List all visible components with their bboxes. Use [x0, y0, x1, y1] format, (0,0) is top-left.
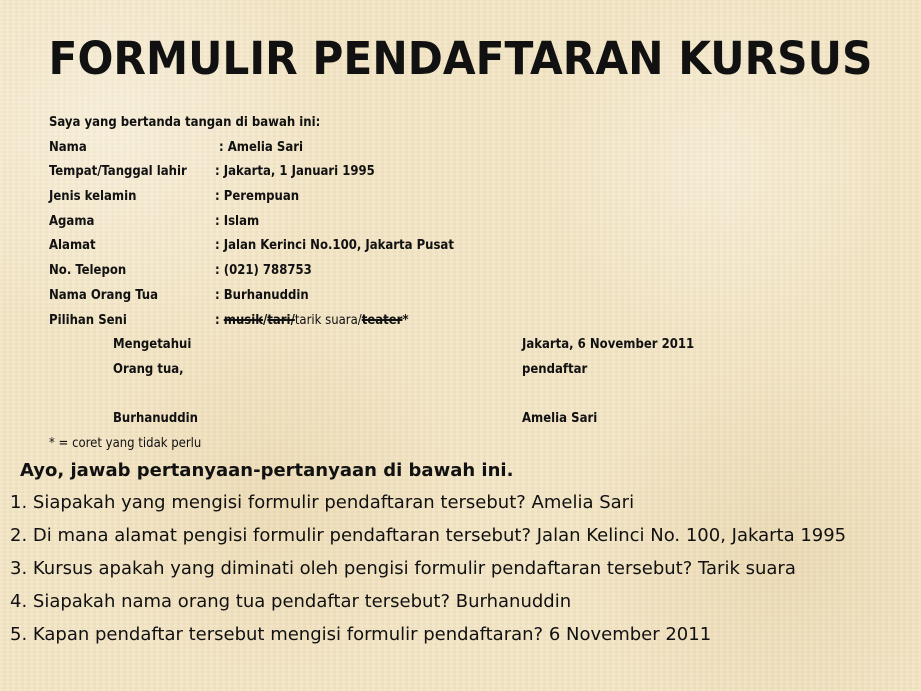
- field-label-name: Nama: [49, 139, 87, 155]
- signature-row-1: [49, 333, 809, 358]
- question-item-1: 1. Siapakah yang mengisi formulir pendaftaran tersebut? Amelia Sari: [10, 492, 635, 513]
- question-item-3: 3. Kursus apakah yang diminati oleh pengisi formulir pendaftaran tersebut? Tarik suara: [10, 558, 796, 579]
- field-value-parent: : Burhanuddin: [215, 287, 309, 303]
- sign-left-line1: Mengetahui: [113, 337, 192, 353]
- field-row-parent: [49, 284, 809, 309]
- registration-form: [49, 111, 809, 457]
- art-separator-2: /: [290, 312, 295, 328]
- intro-text: Saya yang bertanda tangan di bawah ini:: [49, 115, 321, 130]
- field-row-name: [49, 136, 809, 161]
- signature-row-2: [49, 358, 809, 383]
- note-text: * = coret yang tidak perlu: [49, 435, 202, 451]
- art-option-teater: teater: [361, 312, 403, 328]
- field-row-art: [49, 309, 809, 334]
- sign-left-line2: Orang tua,: [113, 361, 184, 377]
- sign-left-name: Burhanuddin: [113, 411, 198, 427]
- field-label-address: Alamat: [49, 238, 96, 254]
- field-value-phone: : (021) 788753: [215, 263, 312, 279]
- art-separator-3: /: [357, 312, 362, 328]
- field-label-birth: Tempat/Tanggal lahir: [49, 164, 187, 180]
- signature-row-names: [49, 407, 809, 432]
- art-option-tarik-suara: tarik suara: [294, 312, 358, 328]
- field-value-religion: : Islam: [215, 213, 260, 229]
- field-row-phone: [49, 259, 809, 284]
- page-title: FORMULIR PENDAFTARAN KURSUS: [48, 32, 873, 85]
- signature-spacer: [49, 383, 809, 408]
- question-heading: Ayo, jawab pertanyaan-pertanyaan di bawah ini.: [20, 460, 514, 481]
- form-intro: [49, 111, 809, 136]
- art-option-tari: tari: [267, 312, 291, 328]
- field-label-art: Pilihan Seni: [49, 312, 127, 328]
- art-prefix: :: [215, 312, 224, 328]
- field-label-phone: No. Telepon: [49, 263, 127, 279]
- question-item-4: 4. Siapakah nama orang tua pendaftar tersebut? Burhanuddin: [10, 591, 572, 612]
- field-label-gender: Jenis kelamin: [49, 189, 137, 205]
- field-label-parent: Nama Orang Tua: [49, 287, 158, 303]
- art-separator-1: /: [263, 312, 268, 328]
- sign-right-line2: pendaftar: [522, 361, 588, 377]
- field-row-religion: [49, 210, 809, 235]
- sign-right-line1: Jakarta, 6 November 2011: [522, 337, 695, 353]
- field-row-address: [49, 234, 809, 259]
- art-option-musik: musik: [223, 312, 264, 328]
- field-value-name: : Amelia Sari: [219, 139, 303, 155]
- art-asterisk: *: [402, 312, 409, 328]
- field-row-gender: [49, 185, 809, 210]
- field-value-art: [215, 309, 409, 334]
- question-section: [10, 456, 910, 651]
- question-item-2: 2. Di mana alamat pengisi formulir pendaftaran tersebut? Jalan Kelinci No. 100, Jakarta 1995: [10, 525, 847, 546]
- field-label-religion: Agama: [49, 213, 95, 229]
- question-item-5: 5. Kapan pendaftar tersebut mengisi formulir pendaftaran? 6 November 2011: [10, 624, 712, 645]
- form-note: [49, 432, 809, 457]
- field-row-birth: [49, 160, 809, 185]
- sign-right-name: Amelia Sari: [522, 411, 598, 427]
- field-value-birth: : Jakarta, 1 Januari 1995: [215, 164, 375, 180]
- field-value-address: : Jalan Kerinci No.100, Jakarta Pusat: [215, 238, 454, 254]
- field-value-gender: : Perempuan: [215, 189, 300, 205]
